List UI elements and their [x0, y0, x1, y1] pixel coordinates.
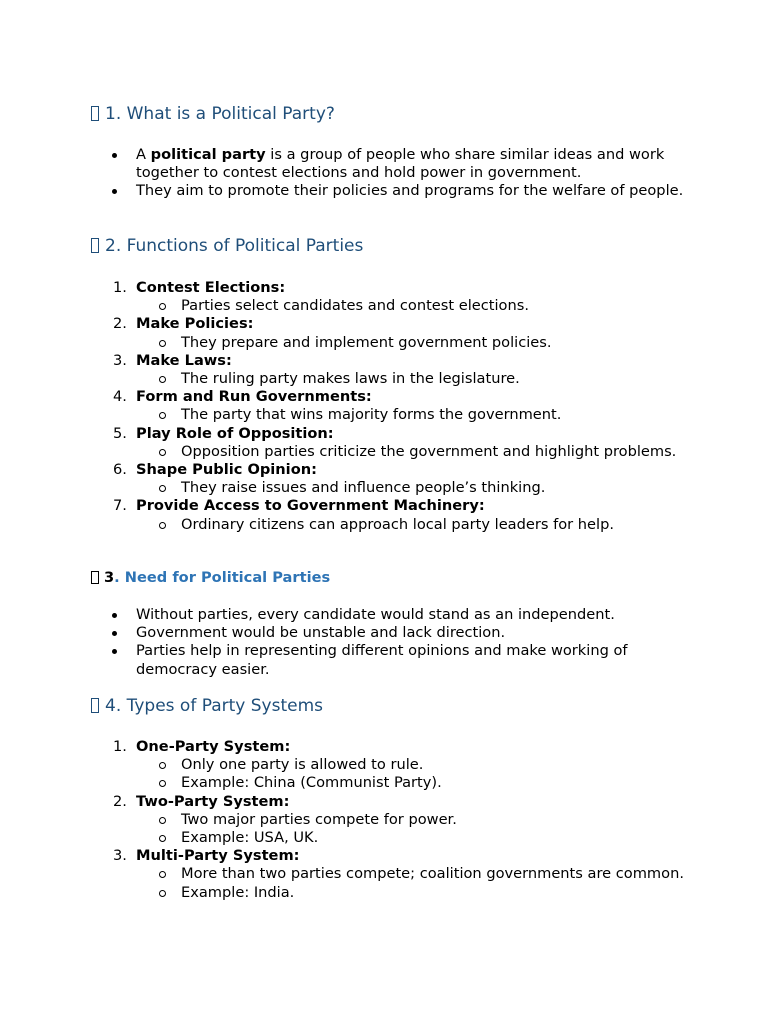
bullet-icon — [112, 613, 117, 618]
list-item: Government would be unstable and lack direction. — [91, 624, 691, 642]
section-4-heading: 4. Types of Party Systems — [91, 695, 323, 717]
list-item: 5. Play Role of Opposition: Opposition parties criticize the government and highlight problems. — [91, 425, 691, 461]
bullet-icon — [112, 189, 117, 194]
list-item: Without parties, every candidate would stand as an independent. — [91, 606, 691, 624]
circle-bullet-icon — [159, 449, 166, 456]
section-1-heading: 1. What is a Political Party? — [91, 103, 335, 125]
sub-list-item: The ruling party makes laws in the legislature. — [136, 370, 736, 388]
sub-list-item: They prepare and implement government policies. — [136, 334, 736, 352]
list-item: They aim to promote their policies and programs for the welfare of people. — [91, 182, 691, 200]
circle-bullet-icon — [159, 817, 166, 824]
circle-bullet-icon — [159, 780, 166, 787]
missing-glyph-icon — [91, 698, 99, 713]
list-item: 7. Provide Access to Government Machinery: Ordinary citizens can approach local party leaders for help. — [91, 497, 691, 533]
sub-list-item: They raise issues and influence people’s thinking. — [136, 479, 736, 497]
list-item: 2. Make Policies: They prepare and implement government policies. — [91, 315, 691, 351]
sub-list-item: Parties select candidates and contest elections. — [136, 297, 736, 315]
list-item: A political party is a group of people who share similar ideas and work together to contest elections and hold power in government. — [91, 146, 691, 182]
list-item: 4. Form and Run Governments: The party that wins majority forms the government. — [91, 388, 691, 424]
section-3-bullet-list — [91, 606, 691, 679]
list-item: 1. One-Party System: Only one party is allowed to rule. Example: China (Communist Party). — [91, 738, 691, 793]
functions-list — [91, 279, 691, 534]
circle-bullet-icon — [159, 762, 166, 769]
sub-list-item: Ordinary citizens can approach local party leaders for help. — [136, 516, 736, 534]
missing-glyph-icon — [91, 238, 99, 253]
bullet-icon — [112, 153, 117, 158]
bullet-icon — [112, 631, 117, 636]
circle-bullet-icon — [159, 522, 166, 529]
list-item: 6. Shape Public Opinion: They raise issues and influence people’s thinking. — [91, 461, 691, 497]
circle-bullet-icon — [159, 871, 166, 878]
sub-list-item: Opposition parties criticize the government and highlight problems. — [136, 443, 736, 461]
sub-list-item: Example: China (Communist Party). — [136, 774, 736, 792]
missing-glyph-icon — [91, 106, 99, 121]
party-systems-list — [91, 738, 691, 902]
circle-bullet-icon — [159, 485, 166, 492]
circle-bullet-icon — [159, 340, 166, 347]
circle-bullet-icon — [159, 835, 166, 842]
circle-bullet-icon — [159, 376, 166, 383]
sub-list-item: The party that wins majority forms the government. — [136, 406, 736, 424]
bullet-icon — [112, 649, 117, 654]
section-1-bullet-list — [91, 146, 691, 201]
list-item: 3. Multi-Party System: More than two parties compete; coalition governments are common. Example: India. — [91, 847, 691, 902]
circle-bullet-icon — [159, 303, 166, 310]
sub-list-item: Only one party is allowed to rule. — [136, 756, 736, 774]
list-item: 3. Make Laws: The ruling party makes laws in the legislature. — [91, 352, 691, 388]
section-3-heading: 3. Need for Political Parties — [91, 569, 330, 587]
sub-list-item: Example: India. — [136, 884, 736, 902]
sub-list-item: More than two parties compete; coalition governments are common. — [136, 865, 736, 883]
missing-glyph-icon — [91, 571, 99, 584]
circle-bullet-icon — [159, 412, 166, 419]
section-2-heading: 2. Functions of Political Parties — [91, 235, 363, 257]
list-item: 1. Contest Elections: Parties select candidates and contest elections. — [91, 279, 691, 315]
circle-bullet-icon — [159, 890, 166, 897]
sub-list-item: Example: USA, UK. — [136, 829, 736, 847]
list-item: Parties help in representing different opinions and make working of democracy easier. — [91, 642, 691, 678]
list-item: 2. Two-Party System: Two major parties compete for power. Example: USA, UK. — [91, 793, 691, 848]
sub-list-item: Two major parties compete for power. — [136, 811, 736, 829]
